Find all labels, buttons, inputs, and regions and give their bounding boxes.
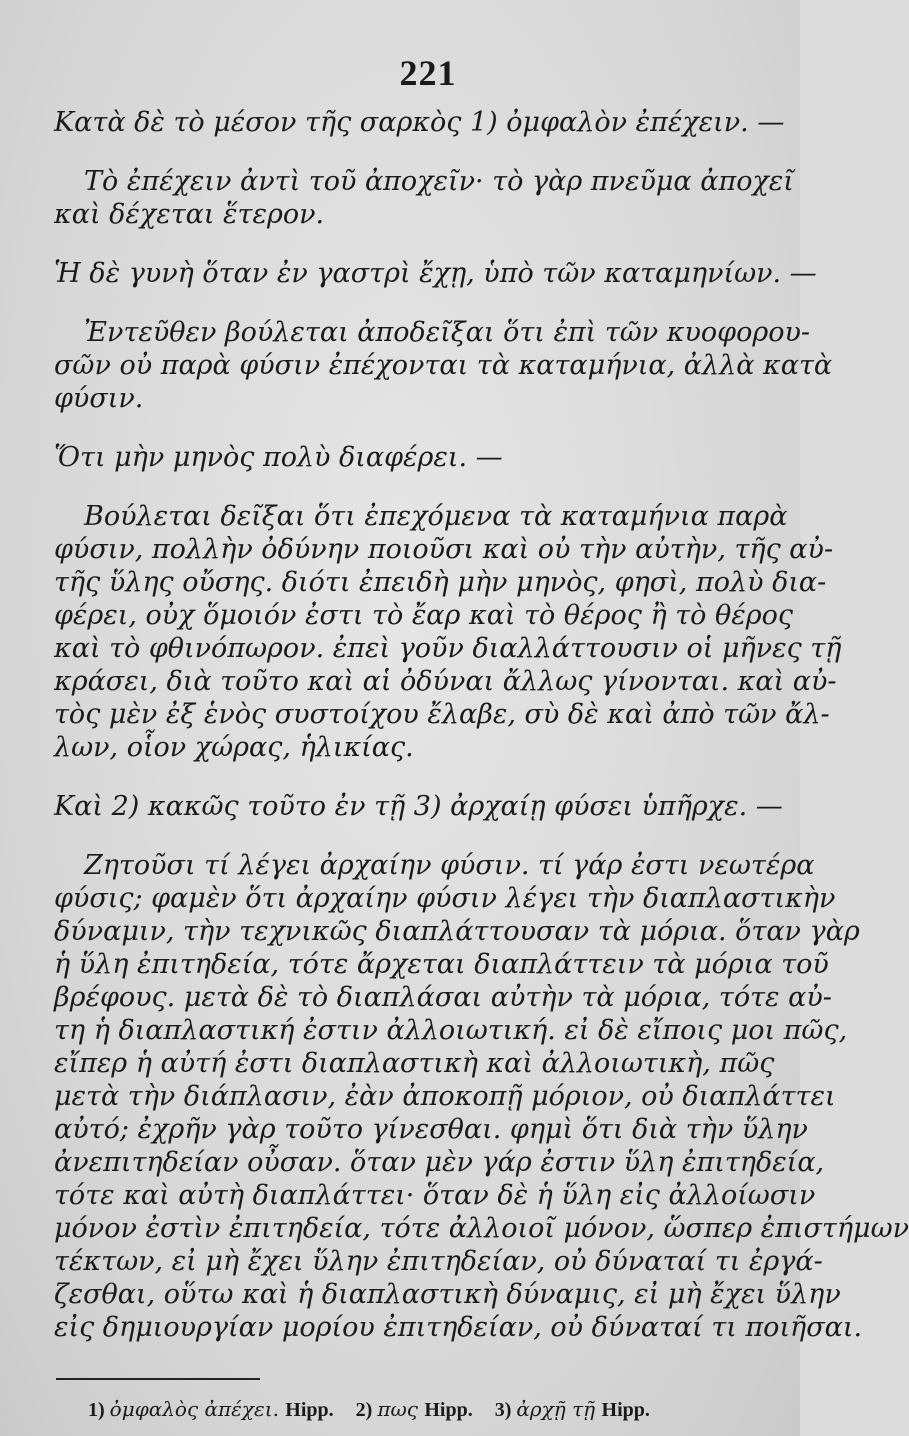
footnote-source: Hipp. — [285, 1399, 334, 1421]
footnote-greek: πως — [377, 1397, 425, 1421]
paragraph — [54, 500, 842, 764]
text-line: καὶ τὸ φθινόπωρον. ἐπεὶ γοῦν διαλλάττουσιν οἱ μῆνες τῇ — [54, 633, 842, 664]
text-line: ἡ ὕλη ἐπιτηδεία, τότε ἄρχεται διαπλάττειν τὰ μόρια τοῦ — [54, 949, 829, 980]
text-line: ζεσθαι, οὕτω καὶ ἡ διαπλαστικὴ δύναμις, εἰ μὴ ἔχει ὕλην — [54, 1279, 841, 1310]
text-line: Τὸ ἐπέχειν ἀντὶ τοῦ ἀποχεῖν· τὸ γὰρ πνεῦμα ἀποχεῖ — [84, 166, 794, 197]
text-line: λων, οἷον χώρας, ἡλικίας. — [54, 732, 414, 763]
paragraph — [54, 165, 794, 231]
footnote-source: Hipp. — [601, 1399, 650, 1421]
text-line: τέκτων, εἰ μὴ ἔχει ὕλην ἐπιτηδείαν, οὐ δύναταί τι ἐργά- — [54, 1246, 823, 1277]
footnote-greek: ὀμφαλὸς ἀπέχει. — [109, 1397, 286, 1421]
text-line: μόνον ἐστὶν ἐπιτηδεία, τότε ἀλλοιοῖ μόνον, ὥσπερ ἐπιστήμων — [54, 1213, 909, 1244]
text-line: Καὶ 2) κακῶς τοῦτο ἐν τῇ 3) ἀρχαίῃ φύσει ὑπῆρχε. — — [54, 791, 783, 822]
footnote — [356, 1397, 473, 1421]
text-line: Κατὰ δὲ τὸ μέσον τῆς σαρκὸς 1) ὀμφαλὸν ἐπέχειν. — — [54, 107, 785, 138]
text-line: σῶν οὐ παρὰ φύσιν ἐπέχονται τὰ καταμήνια, ἀλλὰ κατὰ — [54, 350, 833, 381]
text-line: Ὅτι μὴν μηνὸς πολὺ διαφέρει. — — [54, 442, 503, 473]
footnote-rule — [56, 1378, 260, 1380]
text-line: Ζητοῦσι τί λέγει ἀρχαίην φύσιν. τί γάρ ἐστι νεωτέρα — [84, 850, 815, 881]
text-line: τη ἡ διαπλαστική ἐστιν ἀλλοιωτική. εἰ δὲ εἴποις μοι πῶς, — [54, 1015, 848, 1046]
text-line: μετὰ τὴν διάπλασιν, ἐὰν ἀποκοπῇ μόριον, οὐ διαπλάττει — [54, 1081, 836, 1112]
text-line: φύσιν. — [54, 383, 144, 414]
text-line: ἀνεπιτηδείαν οὖσαν. ὅταν μὲν γάρ ἐστιν ὕλη ἐπιτηδεία, — [54, 1147, 825, 1178]
text-line: αὐτό; ἐχρῆν γὰρ τοῦτο γίνεσθαι. φημὶ ὅτι διὰ τὴν ὕλην — [54, 1114, 808, 1145]
paragraph — [54, 316, 833, 415]
text-line: τότε καὶ αὐτὴ διαπλάττει· ὅταν δὲ ἡ ὕλη εἰς ἀλλοίωσιν — [54, 1180, 816, 1211]
text-line: Βούλεται δεῖξαι ὅτι ἐπεχόμενα τὰ καταμήνια παρὰ — [84, 501, 788, 532]
paragraph — [54, 257, 817, 290]
footnotes — [54, 1396, 762, 1423]
footnote — [495, 1397, 650, 1421]
paragraph — [54, 790, 783, 823]
page-number: 221 — [399, 53, 457, 93]
text-line: Ἐντεῦθεν βούλεται ἀποδεῖξαι ὅτι ἐπὶ τῶν κυοφορου- — [84, 317, 810, 348]
footnote — [88, 1397, 334, 1421]
text-line: τὸς μὲν ἐξ ἑνὸς συστοίχου ἔλαβε, σὺ δὲ καὶ ἀπὸ τῶν ἄλ- — [54, 699, 830, 730]
paragraph — [54, 441, 762, 474]
text-line: εἴπερ ἡ αὐτή ἐστι διαπλαστικὴ καὶ ἀλλοιωτικὴ, πῶς — [54, 1048, 775, 1079]
footnote-marker: 2) — [355, 1399, 378, 1421]
text-line: τῆς ὕλης οὔσης. διότι ἐπειδὴ μὴν μηνὸς, φησὶ, πολὺ δια- — [54, 567, 827, 598]
footnote-source: Hipp. — [424, 1399, 473, 1421]
text-line: βρέφους. μετὰ δὲ τὸ διαπλάσαι αὐτὴν τὰ μόρια, τότε αὐ- — [54, 982, 832, 1013]
text-line: δύναμιν, τὴν τεχνικῶς διαπλάττουσαν τὰ μόρια. ὅταν γὰρ — [54, 916, 860, 947]
paragraph — [54, 849, 909, 1344]
text-line: εἰς δημιουργίαν μορίου ἐπιτηδείαν, οὐ δύναταί τι ποιῆσαι. — [54, 1312, 863, 1343]
text-line: καὶ δέχεται ἕτερον. — [54, 199, 325, 230]
text-line: φέρει, οὐχ ὅμοιόν ἐστι τὸ ἔαρ καὶ τὸ θέρος ἢ τὸ θέρος — [54, 600, 793, 631]
footnote-marker: 3) — [494, 1399, 517, 1421]
text-line: φύσις; φαμὲν ὅτι ἀρχαίην φύσιν λέγει τὴν διαπλαστικὴν — [54, 883, 836, 914]
paragraph — [54, 106, 785, 139]
text-line: Ἡ δὲ γυνὴ ὅταν ἐν γαστρὶ ἔχῃ, ὑπὸ τῶν καταμηνίων. — — [54, 258, 817, 289]
text-line: φύσιν, πολλὴν ὀδύνην ποιοῦσι καὶ οὐ τὴν αὐτὴν, τῆς αὐ- — [54, 534, 834, 565]
body-text — [54, 106, 909, 1344]
footnote-marker: 1) — [88, 1399, 110, 1421]
text-line: κράσει, διὰ τοῦτο καὶ αἱ ὀδύναι ἄλλως γίνονται. καὶ αὐ- — [54, 666, 837, 697]
footnote-greek: ἀρχῇ τῇ — [516, 1397, 602, 1421]
